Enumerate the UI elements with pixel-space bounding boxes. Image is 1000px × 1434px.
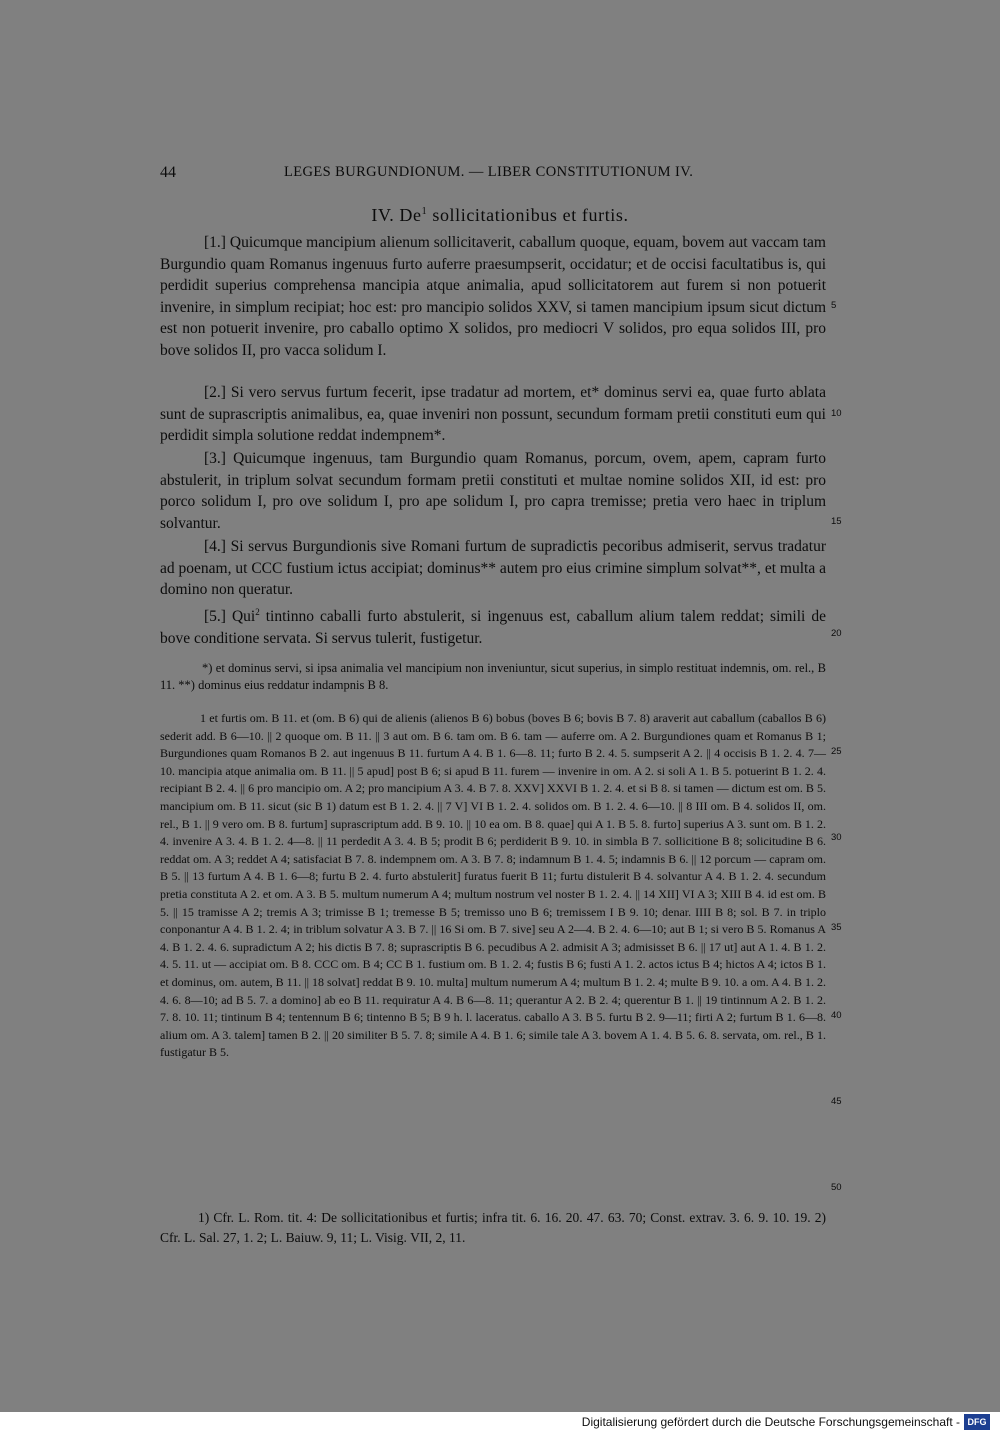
line-number: 25: [831, 746, 842, 757]
line-number: 45: [831, 1096, 842, 1107]
page-number: 44: [160, 164, 176, 181]
section-title: IV. De$^1$ sollicitationibus et furtis.: [371, 205, 629, 225]
line-number: 20: [831, 628, 842, 639]
line-number: 30: [831, 832, 842, 843]
footnote-ref-2: 2: [255, 607, 260, 617]
dfg-logo[interactable]: DFG: [964, 1414, 990, 1430]
funding-notice: Digitalisierung gefördert durch die Deutsche Forschungsgemeinschaft -: [581, 1415, 960, 1429]
line-number: 15: [831, 516, 842, 527]
critical-apparatus: 1 et furtis om. B 11. et (om. B 6) qui de alienis (alienos B 6) bobus (boves B 6; bovis B 7. 8) araverit aut caballum (caballos B 6) sederit add. B 6—10. || 2 quoque om. B 11. || 3 aut om. B 6. tam om. B 6. tam — auferre om. A 2. Burgundiones quam et Romanus B 1; Burgundiones quam Romanos B 2. aut ingenuus B 11. furtum A 4. B 1. 6—8. 11; furto B 2. 4. 5. sumpserit A 2. || 4 occisis B 1. 2. 4. 7—10. mancipia atque animalia om. B 11. || 5 apud] post B 6; si apud B 11. furem — invenire in om. A 2. si soli A 1. B 5. potuerint B 1. 2. 4. recipiant B 2. 4. || 6 pro mancipio om. A 2; pro mancipium A 3. 4. B 7. 8. XXV] XXVI B 1. 2. 4. et si B 8. si tamen — dictum est om. B 5. mancipium om. B 11. sicut (sic B 1) datum est B 1. 2. 4. || 7 V] VI B 1. 2. 4. solidos om. B 1. 2. 4. 6—10. || 8 III om. B 4. solidos II, om. rel., B 1. || 9 vero om. B 8. furtum] suprascriptum add. B 9. 10. || 10 ea om. B 8. quae] qui A 1. B 5. 8. furto] superius A 3. sunt om. B 1. 2. 4. invenire A 3. 4. B 1. 2. 4—8. || 11 perdedit A 3. 4. B 5; prodit B 6; perdiderit B 9. 10. in simbla B 7. sollicitione B 8; solicitudine B 6. reddat om. A 3; reddet A 4; satisfaciat B 7. 8. indempnem om. A 3. B 7. 8; indamnum B 1. 4. 5; indamnis B 6. || 12 porcum — capram om. B 5. || 13 furtum A 4. B 1. 6—8; furtu B 2. 4. furto abstulerit] furatus fuerit B 11; furtu distulerit B 4. solvantur A 4. B 1. 2. 4. secundum pretia constituta A 2. et om. A 3. B 5. multum numerum A 4; multum nostrum vel noster B 1. 2. 4. || 14 XII] VI A 3; XIII B 4. id est om. B 5. || 15 tramisse A 2; tremis A 3; trimisse B 1; tremesse B 5; tremisso uno B 6; tremissem I B 9. 10; denar. IIII B 8; sol. B 7. in triplo conponantur A 4. B 1. 2. 4; in triblum solvatur A 3. B 7. || 16 Si om. B 7. sive] seu A 2—4. B 2. 4. 6—10; aut B 1; si vero B 5. Romanus A 4. B 1. 2. 4. 6. supradictum A 2; his dictis B 7. 8; suprascriptis B 6. pecudibus A 2. admisit A 3; admisisset B 6. || 17 ut] aut A 1. 4. B 1. 2. 4. 5. 11. ut — accipiat om. B 8. CCC om. B 4; CC B 1. fustium om. B 1. 2. 4; fustis B 6; fusti A 1. 2. actos ictus B 4; hictos A 4; ictos B 1. et dominus, om. autem, B 11. || 18 solvat] reddat B 9. 10. multa] multum numerum A 4; multum B 1. 2. 4; multe B 9. 10. a om. A 4. B 1. 2. 4. 6. 8—10; ad B 5. 7. a domino] ab eo B 11. requiratur A 4. B 6—8. 11; querantur A 2. B 2. 4; querentur B 1. || 19 tintinnum A 2. B 1. 2. 7. 8. 10. 11; tintinum B 4; tentennum B 6; tintenno B 5; B 9 h. l. laceratus. caballo A 3. B 5. furtu B 2. 9—11; firti A 2; furtum B 1. 6—8. alium om. A 3. talem] tamen B 2. || 20 similiter B 5. 7. 8; simile A 4. B 1. 6; simile tale A 3. bovem A 1. 4. B 5. 6. 8. servata, om. rel., B 1. fustigatur B 5.: [160, 711, 826, 1060]
paragraph-1: [1.] Quicumque mancipium alienum sollicitaverit, caballum quoque, equam, bovem aut vaccam tam Burgundio quam Romanus ingenuus furto auferre praesumpserit, occidatur; et de occisi facultatibus is, qui perdidit superius comprehensa mancipia atque animalia, apud sollicitatorem aut furem si non potuerit invenire, in simplum recipiat; hoc est: pro mancipio solidos XXV, si tamen mancipium ipsum sicut dictum est non potuerit invenire, pro caballo optimo X solidos, pro mediocri V solidos, pro equa solidos III, pro bove solidos II, pro vacca solidum I.: [160, 234, 826, 359]
line-number: 50: [831, 1182, 842, 1193]
paragraph-5: [5.] Qui$^2$ tintinno caballi furto abstulerit, si ingenuus est, caballum alium talem reddat; simili de bove conditione servata. Si servus tulerit, fustigetur.: [160, 607, 826, 647]
footnote-ref-1: 1: [421, 206, 428, 217]
paragraph-2: [2.] Si vero servus furtum fecerit, ipse tradatur ad mortem, et* dominus servi ea, quae furto ablata sunt de suprascriptis animalibus, ea, quae inveniri non possunt, secundum formam pretii constituti eum qui perdidit simpla solutione reddat indempnem*.: [160, 384, 826, 444]
footnotes: 1) Cfr. L. Rom. tit. 4: De sollicitationibus et furtis; infra tit. 6. 16. 20. 47. 63. 70; Const. extrav. 3. 6. 9. 10. 19. 2) Cfr. L. Sal. 27, 1. 2; L. Baiuw. 9, 11; L. Visig. VII, 2, 11.: [160, 1210, 826, 1245]
paragraph-3: [3.] Quicumque ingenuus, tam Burgundio quam Romanus, porcum, ovem, apem, capram furto abstulerit, in triplum solvat secundum formam pretii constituti et multae nomine solidos XII, id est: pro porco solidum I, pro ove solidum I, pro ape solidum I, pro capra tremisse; pretia vero haec in triplum solvantur.: [160, 450, 826, 532]
line-number: 35: [831, 922, 842, 933]
running-title: LEGES BURGUNDIONUM. — LIBER CONSTITUTIONUM IV.: [284, 164, 694, 180]
line-number: 10: [831, 408, 842, 419]
asterisk-notes: *) et dominus servi, si ipsa animalia vel mancipium non inveniuntur, sicut superius, in simplo restituat indemnis, om. rel., B 11. **) dominus eius reddatur indampnis B 8.: [160, 661, 826, 692]
line-number: 40: [831, 1010, 842, 1021]
line-number: 5: [831, 300, 837, 311]
paragraph-4: [4.] Si servus Burgundionis sive Romani furtum de supradictis pecoribus admiserit, servus tradatur ad poenam, ut CCC fustium ictus accipiat; dominus** autem pro eius crimine simplum solvat**, et multa a domino non queratur.: [160, 538, 826, 598]
